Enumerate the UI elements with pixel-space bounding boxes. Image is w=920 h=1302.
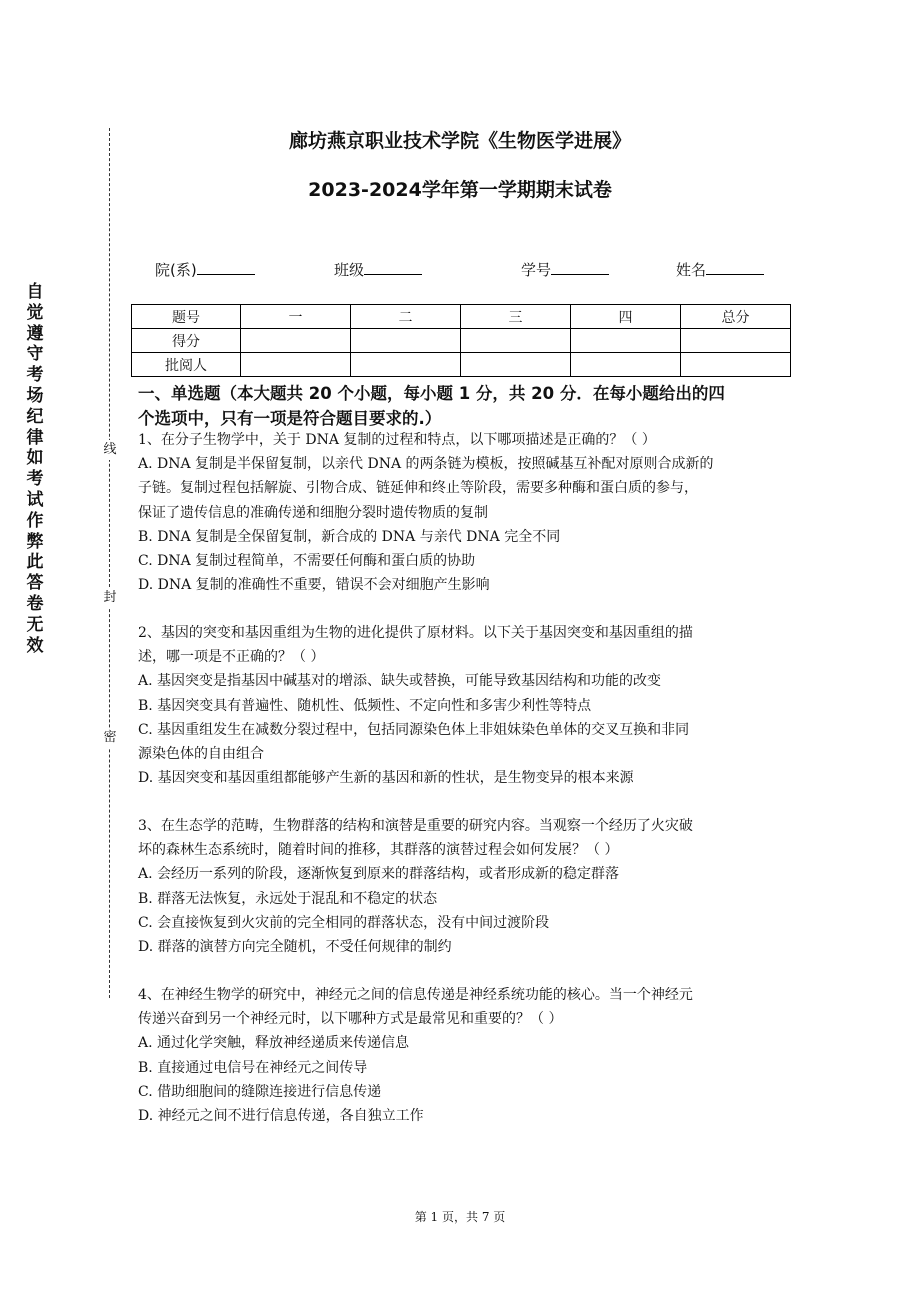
question-stem: 1、在分子生物学中，关于 DNA 复制的过程和特点，以下哪项描述是正确的？（ ） bbox=[138, 432, 656, 448]
side-warning-char: 场 bbox=[26, 385, 44, 406]
reviewer-cell[interactable] bbox=[461, 353, 571, 377]
score-header-cell: 一 bbox=[241, 305, 351, 329]
side-warning bbox=[22, 282, 48, 656]
name-field: 姓名 bbox=[676, 259, 764, 280]
side-warning-char: 如 bbox=[26, 448, 44, 469]
score-table bbox=[131, 304, 791, 377]
dept-field: 院(系) bbox=[155, 259, 255, 280]
side-warning-char: 答 bbox=[26, 573, 44, 594]
option-a-cont: 子链。复制过程包括解旋、引物合成、链延伸和终止等阶段，需要多种酶和蛋白质的参与， bbox=[138, 480, 698, 497]
seal-mark-feng: 封 bbox=[102, 588, 118, 608]
exam-title-line2: 2023-2024学年第一学期期末试卷 bbox=[308, 179, 612, 201]
option-a: A. 会经历一系列的阶段，逐渐恢复到原来的群落结构，或者形成新的稳定群落 bbox=[138, 866, 620, 883]
exam-title-line1: 廊坊燕京职业技术学院《生物医学进展》 bbox=[288, 130, 631, 152]
score-header-cell: 题号 bbox=[132, 305, 241, 329]
side-warning-char: 律 bbox=[26, 427, 44, 448]
reviewer-cell[interactable] bbox=[571, 353, 681, 377]
reviewer-row-label: 批阅人 bbox=[132, 353, 241, 377]
side-warning-char: 纪 bbox=[26, 406, 44, 427]
question-4 bbox=[138, 983, 793, 1128]
score-header-cell: 三 bbox=[461, 305, 571, 329]
side-warning-char: 觉 bbox=[26, 302, 44, 323]
score-row bbox=[132, 329, 791, 353]
option-d: D. 群落的演替方向完全随机，不受任何规律的制约 bbox=[138, 939, 452, 956]
option-a: A. 基因突变是指基因中碱基对的增添、缺失或替换，可能导致基因结构和功能的改变 bbox=[138, 673, 662, 690]
seal-mark-mi: 密 bbox=[102, 728, 118, 748]
question-1 bbox=[138, 428, 793, 597]
side-warning-char: 卷 bbox=[26, 593, 44, 614]
option-a-cont: 保证了遗传信息的准确传递和细胞分裂时遗传物质的复制 bbox=[138, 504, 488, 521]
option-a: A. 通过化学突触，释放神经递质来传递信息 bbox=[138, 1035, 410, 1052]
option-b: B. DNA 复制是全保留复制，新合成的 DNA 与亲代 DNA 完全不同 bbox=[138, 528, 561, 545]
binding-dashed-line bbox=[109, 128, 110, 998]
score-header-cell: 总分 bbox=[681, 305, 791, 329]
side-warning-char: 弊 bbox=[26, 531, 44, 552]
side-warning-char: 作 bbox=[26, 510, 44, 531]
option-c: C. DNA 复制过程简单，不需要任何酶和蛋白质的协助 bbox=[138, 553, 476, 570]
option-d: D. 基因突变和基因重组都能够产生新的基因和新的性状，是生物变异的根本来源 bbox=[138, 770, 634, 787]
score-table-header-row bbox=[132, 305, 791, 329]
option-a: A. DNA 复制是半保留复制，以亲代 DNA 的两条链为模板，按照碱基互补配对原则合成新的 bbox=[138, 456, 714, 473]
side-warning-char: 此 bbox=[26, 552, 44, 573]
score-header-cell: 四 bbox=[571, 305, 681, 329]
side-warning-char: 试 bbox=[26, 489, 44, 510]
option-b: B. 基因突变具有普遍性、随机性、低频性、不定向性和多害少利性等特点 bbox=[138, 697, 592, 714]
score-row-label: 得分 bbox=[132, 329, 241, 353]
score-cell[interactable] bbox=[351, 329, 461, 353]
score-cell[interactable] bbox=[681, 329, 791, 353]
class-field: 班级 bbox=[334, 259, 422, 280]
question-3 bbox=[138, 814, 793, 959]
score-header-cell: 二 bbox=[351, 305, 461, 329]
side-warning-char: 遵 bbox=[26, 323, 44, 344]
question-stem-cont: 坏的森林生态系统时，随着时间的推移，其群落的演替过程会如何发展？（ ） bbox=[138, 842, 619, 859]
student-id-field: 学号 bbox=[521, 259, 609, 280]
question-stem-cont: 传递兴奋到另一个神经元时，以下哪种方式是最常见和重要的？（ ） bbox=[138, 1011, 563, 1028]
question-stem: 2、基因的突变和基因重组为生物的进化提供了原材料。以下关于基因突变和基因重组的描 bbox=[138, 625, 693, 641]
reviewer-cell[interactable] bbox=[681, 353, 791, 377]
side-warning-char: 考 bbox=[26, 469, 44, 490]
seal-mark-xian: 线 bbox=[102, 440, 118, 460]
reviewer-cell[interactable] bbox=[351, 353, 461, 377]
page-footer: 第 1 页，共 7 页 bbox=[414, 1210, 506, 1224]
side-warning-char: 守 bbox=[26, 344, 44, 365]
option-b: B. 群落无法恢复，永远处于混乱和不稳定的状态 bbox=[138, 890, 438, 907]
side-warning-char: 考 bbox=[26, 365, 44, 386]
option-b: B. 直接通过电信号在神经元之间传导 bbox=[138, 1059, 368, 1076]
option-c: C. 借助细胞间的缝隙连接进行信息传递 bbox=[138, 1083, 382, 1100]
reviewer-cell[interactable] bbox=[241, 353, 351, 377]
score-cell[interactable] bbox=[571, 329, 681, 353]
option-d: D. 神经元之间不进行信息传递，各自独立工作 bbox=[138, 1108, 424, 1125]
question-stem: 3、在生态学的范畴，生物群落的结构和演替是重要的研究内容。当观察一个经历了火灾破 bbox=[138, 818, 693, 834]
section-heading-line2: 个选项中，只有一项是符合题目要求的.） bbox=[138, 409, 442, 428]
option-c-cont: 源染色体的自由组合 bbox=[138, 746, 264, 763]
reviewer-row bbox=[132, 353, 791, 377]
option-c: C. 基因重组发生在减数分裂过程中，包括同源染色体上非姐妹染色单体的交叉互换和非同 bbox=[138, 721, 690, 738]
section-heading-line1: 一、单选题（本大题共 20 个小题，每小题 1 分，共 20 分．在每小题给出的四 bbox=[138, 384, 725, 403]
side-warning-char: 效 bbox=[26, 635, 44, 656]
option-c: C. 会直接恢复到火灾前的完全相同的群落状态，没有中间过渡阶段 bbox=[138, 914, 550, 931]
question-stem: 4、在神经生物学的研究中，神经元之间的信息传递是神经系统功能的核心。当一个神经元 bbox=[138, 987, 693, 1003]
side-warning-char: 自 bbox=[26, 282, 44, 302]
option-d: D. DNA 复制的准确性不重要，错误不会对细胞产生影响 bbox=[138, 577, 490, 594]
question-2 bbox=[138, 621, 793, 790]
question-stem-cont: 述，哪一项是不正确的？（ ） bbox=[138, 649, 325, 666]
side-warning-char: 无 bbox=[26, 614, 44, 635]
score-cell[interactable] bbox=[241, 329, 351, 353]
section-heading bbox=[138, 381, 788, 431]
score-cell[interactable] bbox=[461, 329, 571, 353]
